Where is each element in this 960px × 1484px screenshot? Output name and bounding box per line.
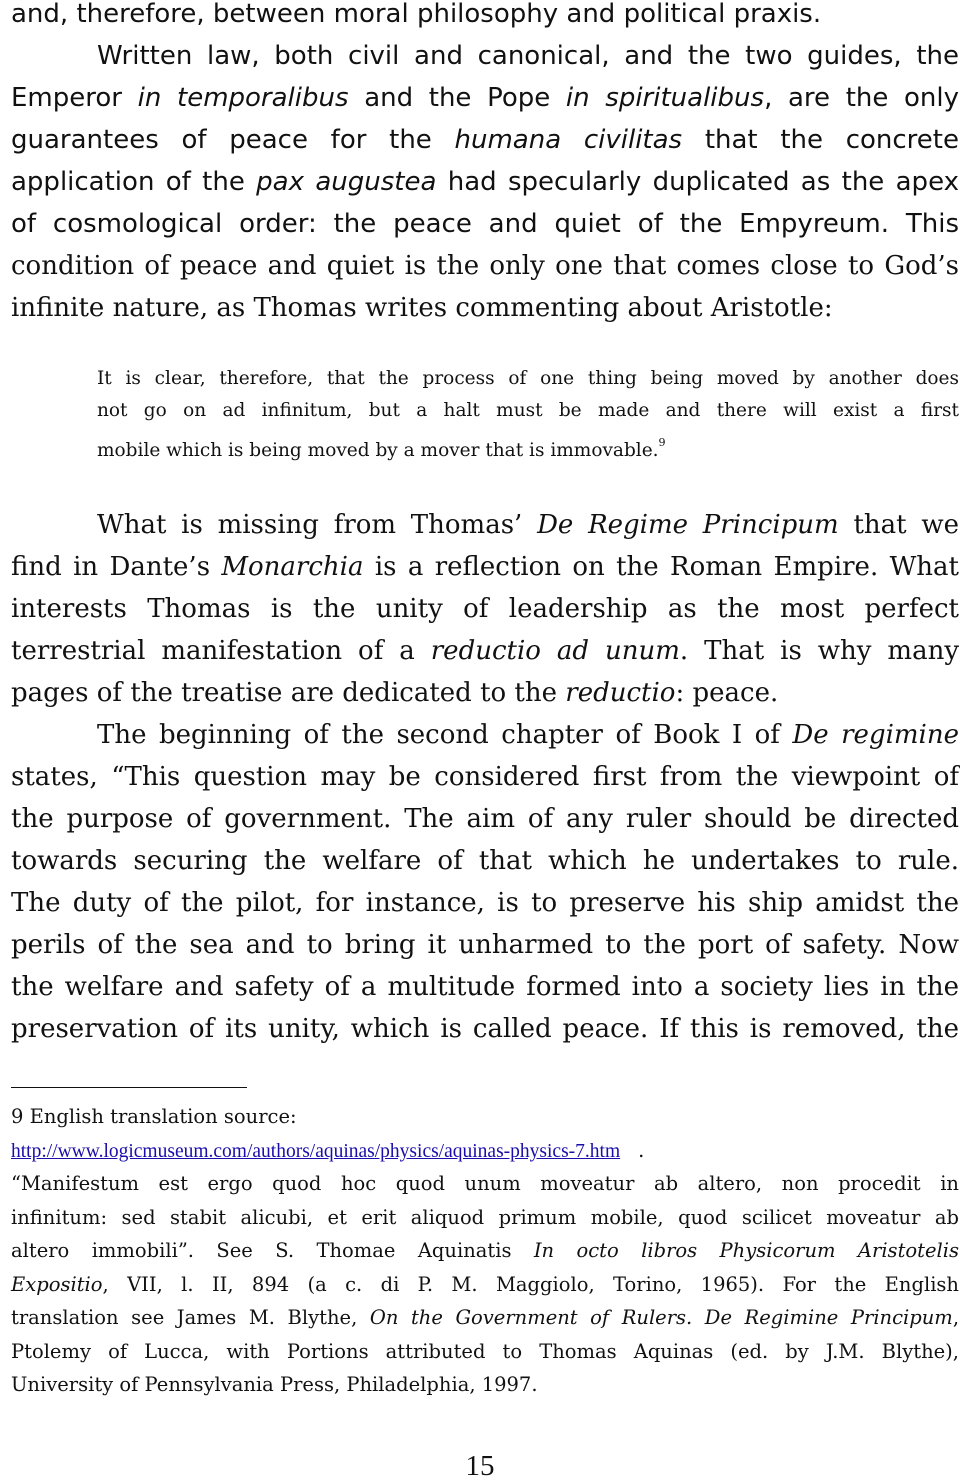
body-line: the welfare and safety of a multitude formed into a society lies in the	[11, 972, 959, 1002]
body-line: states, “This question may be considered first from the viewpoint of	[11, 762, 959, 792]
footnote-line: translation see James M. Blythe, On the Government of Rulers. De Regimine Principum,	[11, 1306, 960, 1329]
body-line: infinite nature, as Thomas writes commenting about Aristotle:	[11, 293, 833, 323]
page-number: 15	[465, 1450, 495, 1482]
footnote-line: altero immobili”. See S. Thomae Aquinatis In octo libros Physicorum Aristotelis	[11, 1239, 959, 1262]
body-line: perils of the sea and to bring it unharmed to the port of safety. Now	[11, 930, 959, 960]
body-line: The beginning of the second chapter of Book I of De regimine	[97, 720, 959, 750]
footnote-url-link[interactable]: http://www.logicmuseum.com/authors/aquinas/physics/aquinas-physics-7.htm	[11, 1141, 621, 1162]
body-line: find in Dante’s Monarchia is a reflection on the Roman Empire. What	[11, 552, 959, 582]
footnote-line: “Manifestum est ergo quod hoc quod unum moveatur ab altero, non procedit in	[11, 1172, 959, 1195]
footnote-reference: 9	[658, 436, 666, 449]
body-line: The duty of the pilot, for instance, is to preserve his ship amidst the	[11, 888, 959, 918]
footnote-link-line	[11, 1137, 959, 1165]
body-line: guarantees of peace for the humana civilitas that the concrete	[11, 125, 959, 155]
block-quote-line: mobile which is being moved by a mover that is immovable.$^9$	[97, 436, 666, 461]
block-quote-line: not go on ad infinitum, but a halt must be made and there will exist a first	[97, 400, 959, 421]
body-line: interests Thomas is the unity of leadership as the most perfect	[11, 594, 959, 624]
block-quote-line: It is clear, therefore, that the process of one thing being moved by another does	[97, 368, 959, 389]
body-line: What is missing from Thomas’ De Regime Principum that we	[97, 510, 959, 540]
body-line: the purpose of government. The aim of any ruler should be directed	[11, 804, 959, 834]
body-line: and, therefore, between moral philosophy and political praxis.	[11, 0, 822, 29]
footnote-separator	[11, 1087, 247, 1088]
footnote-line: Ptolemy of Lucca, with Portions attributed to Thomas Aquinas (ed. by J.M. Blythe),	[11, 1340, 959, 1363]
footnote-url-suffix: .	[638, 1139, 645, 1162]
body-line: Written law, both civil and canonical, and the two guides, the	[97, 41, 959, 71]
footnote-line: Expositio, VII, l. II, 894 (a c. di P. M. Maggiolo, Torino, 1965). For the English	[11, 1273, 959, 1296]
footnote-line: infinitum: sed stabit alicubi, et erit aliquod primum mobile, quod scilicet moveatur ab	[11, 1206, 959, 1229]
body-line: pages of the treatise are dedicated to the reductio: peace.	[11, 678, 779, 708]
footnote-line: University of Pennsylvania Press, Philadelphia, 1997.	[11, 1373, 538, 1396]
body-line: of cosmological order: the peace and quiet of the Empyreum. This	[11, 209, 959, 239]
body-line: towards securing the welfare of that which he undertakes to rule.	[11, 846, 959, 876]
body-line: condition of peace and quiet is the only one that comes close to God’s	[11, 251, 959, 281]
body-line: terrestrial manifestation of a reductio ad unum. That is why many	[11, 636, 960, 666]
footnote-heading: 9 English translation source:	[11, 1105, 297, 1128]
body-line: Emperor in temporalibus and the Pope in spiritualibus, are the only	[11, 83, 960, 113]
body-line: application of the pax augustea had specularly duplicated as the apex	[11, 167, 959, 197]
body-line: preservation of its unity, which is called peace. If this is removed, the	[11, 1014, 959, 1044]
